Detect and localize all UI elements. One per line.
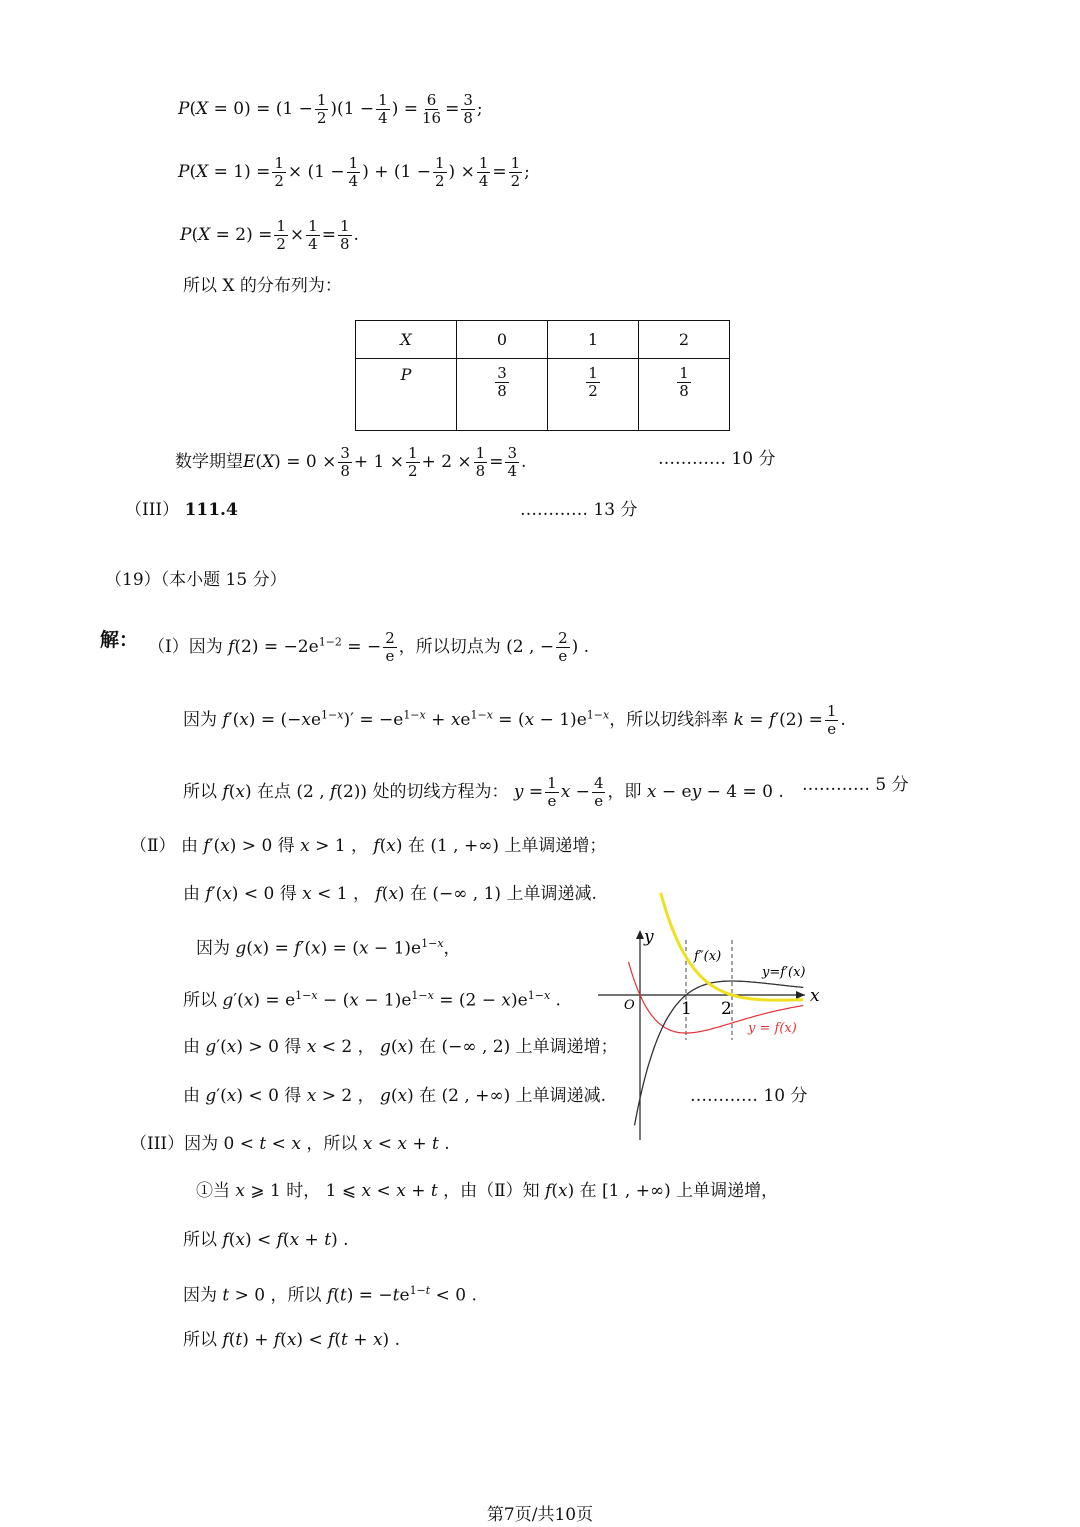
table-cell: $\frac{1}{2}$ — [548, 359, 639, 431]
table-header-cell: X — [356, 321, 457, 359]
score-5: ………… 5 分 — [802, 775, 909, 795]
distribution-table — [355, 320, 730, 431]
y-axis-arrow — [636, 930, 644, 939]
prob-x2-line: P(X = 2) = $\frac{1}{2}$ × $\frac{1}{4}$ = $\frac{1}{8}$ . — [180, 217, 359, 253]
step-9: 由 g′(x) < 0 得 x > 2 ， g(x) 在 (2 , +∞) 上单调递减. — [183, 1086, 607, 1106]
step-11: ①当 x ⩾ 1 时， 1 ⩽ x < x + t ，由（Ⅱ）知 f(x) 在 [1 , +∞) 上单调递增， — [196, 1181, 779, 1201]
table-row-label: P — [356, 359, 457, 431]
table-header-cell: 2 — [639, 321, 730, 359]
step-4: （Ⅱ） 由 f′(x) > 0 得 x > 1 ， f(x) 在 (1 , +∞) 上单调递增； — [130, 836, 607, 856]
expectation-line: 数学期望E(X) = 0 × $\frac{3}{8}$ + 1 × $\frac{1}{2}$ + 2 × $\frac{1}{8}$ = $\frac{3}{4}$ . — [175, 444, 527, 480]
score-10a: ………… 10 分 — [658, 449, 776, 469]
step-3: 所以 f(x) 在点 (2 , f(2)) 处的切线方程为： y = $\frac{1}{e}$ x − $\frac{4}{e}$ ，即 x − ey − 4 = 0 . — [183, 774, 784, 810]
x-axis-label: x — [810, 986, 820, 1006]
step-13: 因为 t > 0 ，所以 $f(t) = -te^{1-t} < 0$ . — [183, 1284, 477, 1306]
solution-label: 解： — [100, 629, 139, 651]
tick-label-1: 1 — [681, 999, 692, 1019]
prob-x1-line: P(X = 1) = $\frac{1}{2}$ × (1 − $\frac{1}{4}$ ) + (1 − $\frac{1}{2}$ ) × $\frac{1}{4}$ = $\frac{1}{2}$ ; — [178, 154, 530, 190]
function-graph — [590, 890, 830, 1150]
score-13: ………… 13 分 — [520, 500, 638, 520]
prob-x0-line: P(X = 0) = (1 − $\frac{1}{2}$ )(1 − $\frac{1}{4}$ ) = $\frac{6}{16}$ = $\frac{3}{8}$ ; — [178, 91, 483, 127]
table-header-cell: 0 — [457, 321, 548, 359]
score-10b: ………… 10 分 — [690, 1086, 808, 1106]
step-8: 由 g′(x) > 0 得 x < 2 ， g(x) 在 (−∞ , 2) 上单调递增； — [183, 1037, 618, 1057]
curve-f-prime — [635, 981, 804, 1125]
tick-label-2: 2 — [721, 999, 732, 1019]
table-cell: $\frac{1}{8}$ — [639, 359, 730, 431]
step-1: （Ⅰ）因为 $f(2) = -2e^{1-2}$ = − $\frac{2}{e}$ ，所以切点为 (2 , − $\frac{2}{e}$ ) . — [148, 629, 590, 665]
y-axis-label: y — [644, 927, 654, 947]
step-12: 所以 f(x) < f(x + t) . — [183, 1230, 349, 1250]
step-2: 因为 $f'(x) = (-xe^{1-x})' = -e^{1-x} + xe^{1-x} = (x - 1)e^{1-x}$，所以切线斜率 k = f′(2) = $\frac{1}{e}$ . — [183, 702, 846, 738]
table-header-cell: 1 — [548, 321, 639, 359]
step-7: 所以 $g'(x) = e^{1-x} - (x - 1)e^{1-x} = (2 - x)e^{1-x}$ . — [183, 989, 561, 1011]
label-f: y = f(x) — [748, 1021, 797, 1036]
part3-answer: （III） 111.4 — [125, 500, 238, 520]
label-f-prime: y=f′(x) — [762, 965, 806, 980]
label-f-double-prime: f″(x) — [694, 949, 722, 964]
page-footer: 第7页/共10页 — [486, 1505, 594, 1525]
step-14: 所以 f(t) + f(x) < f(t + x) . — [183, 1330, 400, 1350]
distribution-intro: 所以 X 的分布列为： — [183, 276, 342, 296]
q19-header: （19）（本小题 15 分） — [105, 570, 287, 590]
origin-label: O — [624, 998, 635, 1013]
x-axis-arrow — [796, 991, 805, 999]
step-5: 由 f′(x) < 0 得 x < 1 ， f(x) 在 (−∞ , 1) 上单调递减. — [183, 884, 597, 904]
step-10: （III）因为 0 < t < x ，所以 x < x + t . — [130, 1134, 450, 1154]
step-6: 因为 $g(x) = f'(x) = (x - 1)e^{1-x}$， — [196, 937, 461, 959]
table-cell: $\frac{3}{8}$ — [457, 359, 548, 431]
